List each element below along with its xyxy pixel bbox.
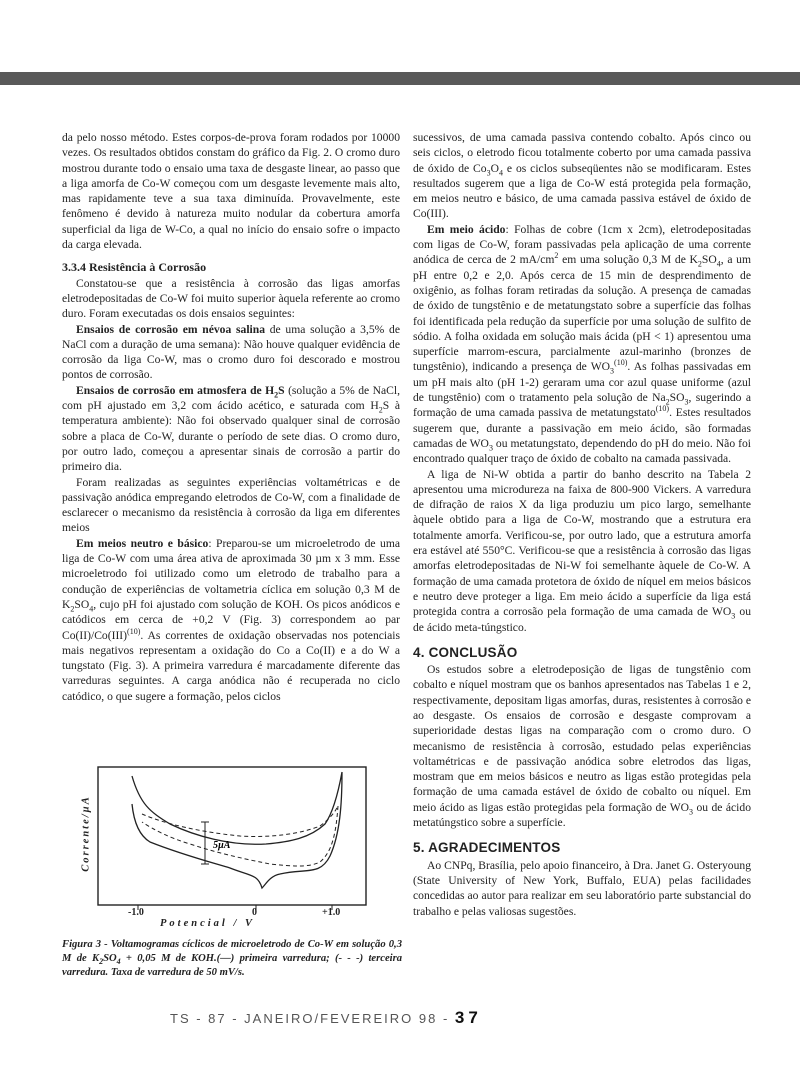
subscript: 4: [498, 167, 503, 177]
paragraph: [62, 536, 400, 704]
subscript: 3: [684, 397, 689, 407]
paragraph-text: em uma solução 0,3 M de K: [558, 253, 698, 267]
section-heading-conclusion: 4. CONCLUSÃO: [413, 644, 518, 660]
run-in-heading: Ensaios de corrosão em névoa salina: [76, 322, 266, 336]
run-in-heading: [76, 383, 285, 400]
paragraph-text: SO: [701, 253, 717, 267]
paragraph-text: ou metatungstato, dependendo do pH do meio. Não foi encontrado qualquer traço de óxido de cobalto na camada passivada.: [413, 436, 751, 466]
y-axis-label-text: Corrente/µA: [80, 795, 92, 872]
paragraph-text: . As correntes de oxidação observadas nos potenciais mais negativos representam a oxidação do Co a Co(II) e a do W a tungstato (Fig. 3). A primeira varredura é marcadamente diferente das varreduras seguintes. A carga anódica não é recuperada no ciclo catódico, o que sugere a formação, pelos ciclos: [62, 628, 400, 703]
right-column: [413, 130, 751, 919]
paragraph: Ao CNPq, Brasília, pelo apoio financeiro, à Dra. Janet G. Osteryoung (State University of New York, Buffalo, EUA) pelas facilidades concedidas ao autor para realizar em seu laboratório parte substancial do trabalho e pelas valiosas sugestões.: [413, 858, 751, 918]
paragraph-text: . Estes resultados sugerem que, durante a passivação em meio ácido, são formadas camadas de WO: [413, 406, 751, 450]
x-tick-label: -1.0: [128, 907, 144, 918]
subscript: 4: [89, 604, 94, 614]
left-column: [62, 130, 400, 704]
x-tick-label: 0: [252, 907, 257, 918]
paragraph: [413, 467, 751, 635]
page-footer: [170, 1008, 670, 1028]
voltammogram-figure: [70, 764, 370, 930]
figure-caption: [62, 938, 402, 980]
citation: (10): [127, 626, 141, 636]
paragraph-text: ou de ácido meta-túngstico.: [413, 605, 751, 634]
first-scan-curve: [132, 772, 342, 888]
paragraph-text: S à temperatura ambiente): Não foi observado qualquer sinal de corrosão sobre a placa de Co-W, durante o período de sete dias. O cromo duro, por outro lado, começou a apresentar sinais de corrosão a partir do primeiro dia.: [62, 399, 401, 474]
scale-bar-label: 5µA: [213, 840, 231, 851]
paragraph-text: Os estudos sobre a eletrodeposição de ligas de tungstênio com cobalto e níquel mostram que os banhos apresentados nas Tabelas 1 e 2, respectivamente, depositam ligas amorfas, duras, resistentes à corrosão e ao desgaste. Os ensaios de corrosão e desgaste comprovam a superioridade destas ligas na comparação com o cromo duro. O mecanismo de resistência à corrosão, estudado pelas experiências voltamétricas e de passivação anódica sobre eletrodos das ligas, mostram que em meios básicos e neutro as ligas estão protegidas pela formação de uma camada estável de óxido de cobalto ou níquel. Em meio ácido as ligas estão protegidas pela formação de WO: [413, 663, 751, 814]
subscript: 2: [378, 405, 383, 415]
subscript: 2: [697, 259, 702, 269]
citation: (10): [614, 358, 628, 368]
paragraph-text: : Preparou-se um microeletrodo de uma liga de Co-W com uma área ativa de aproximada 30 µm x 3 mm. Esse microeletrodo foi utilizado como um eletrodo de trabalho para a condução de experiências de voltametria cíclica em solução 0,3 M de K: [62, 536, 400, 611]
paragraph-text: e os ciclos subseqüentes não se modificaram. Estes resultados sugerem que a liga de Co-W está protegida pela formação, em meios neutro e básico, de uma camada passiva estável de óxido de Co(III).: [413, 161, 751, 221]
paragraph-text: de uma solução a 3,5% de NaCl com a duração de uma semana): Não houve qualquer evidência de corrosão da liga Co-W, mas o cromo duro foi descorado e mostrou pontos de corrosão.: [62, 322, 400, 382]
paragraph: [62, 322, 400, 383]
paragraph-text: O: [490, 161, 499, 175]
section-heading: 3.3.4 Resistência à Corrosão: [62, 260, 207, 275]
paragraph: da pelo nosso método. Estes corpos-de-prova foram rodados por 10000 vezes. Os resultados obtidos constam do gráfico da Fig. 2. O cromo duro mostrou durante todo o ensaio uma taxa de desgaste linear, ao passo que a liga amorfa de Co-W começou com um desgaste levemente mais alto, mas rapidamente teve a sua taxa diminuída. Provavelmente, este fenômeno é devido à natureza muito nodular da cobertura amorfa superficial da liga de W-Co, a qual no início do ensaio sofre o impacto da carga elevada.: [62, 131, 400, 252]
header-bar: [0, 72, 800, 85]
paragraph: [413, 130, 751, 222]
subscript: 3: [731, 611, 736, 621]
superscript: 2: [554, 251, 559, 261]
paragraph-text: A liga de Ni-W obtida a partir do banho descrito na Tabela 2 apresentou uma microdureza na faixa de 800-900 Vickers. A varredura de difração de raios X da liga produziu um pico largo, semelhante àquele obtido para a liga de Co-W, mostrando que a estrutura era totalmente amorfa. Verificou-se, por outro lado, que a estrutura amorfa era estável até 550°C. Verificou-se que a resistência à corrosão das ligas amorfas eletrodepositadas de Ni-W foi semelhante àquele de Co-W. A formação de uma camada protetora de óxido de níquel em meios básicos e neutro deve proteger a liga. Em meio ácido a superfície da liga está protegida contra a corrosão pela formação de uma camada de WO: [413, 467, 751, 619]
paragraph-text: sucessivos, de uma camada passiva contendo cobalto. Após cinco ou seis ciclos, o eletrodo ficou totalmente coberto por uma camada passiva de óxido de Co: [413, 131, 751, 175]
x-axis-label: Potencial / V: [160, 918, 255, 929]
subscript: 3: [610, 366, 615, 376]
subscript: 3: [689, 807, 694, 817]
section-heading-acknowledgements: 5. AGRADECIMENTOS: [413, 840, 561, 856]
paragraph: Constatou-se que a resistência à corrosão das ligas amorfas eletrodepositadas de Co-W foi muito superior àquela referente ao cromo duro. Foram executadas os dois ensaios seguintes:: [62, 276, 400, 321]
plot-frame: [98, 767, 366, 905]
subscript: 4: [716, 259, 721, 269]
caption-text: Figura 3 - Voltamogramas cíclicos de microeletrodo de Co-W em solução 0,3 M de K: [62, 939, 402, 964]
paragraph-text: , a um pH entre 0,2 e 2,0. Após cerca de 15 min de desprendimento de oxigênio, as folhas foram retiradas da solução. A presença de camadas de óxido de tungstênio e de metatungstato sobre a superfície das folhas foi identificada pela redução da superfície por uma solução de sulfito de sódio. A folha oxidada em solução mais ácida (pH < 1) apresentou uma superfície marrom-escura, parcialmente azul-marinho (bronzes de tungstênio), indicando a presença de WO: [413, 253, 751, 374]
subscript: 4: [116, 957, 121, 967]
paragraph-text: . As folhas passivadas em um pH mais alto (pH 1-2) geraram uma cor azul quase uniforme (azul de tungstênio) com o tratamento pela solução de Na: [413, 360, 751, 405]
y-axis-label: [76, 780, 90, 890]
run-in-heading-text: S: [278, 383, 285, 397]
paragraph-text: SO: [669, 391, 685, 405]
third-scan-curve: [142, 806, 338, 866]
subscript: 3: [486, 167, 491, 177]
paragraph: [413, 662, 751, 830]
page-number: 37: [454, 1008, 482, 1027]
x-tick-label: +1.0: [322, 907, 341, 918]
paragraph-text: (solução a 5% de NaCl, com pH ajustado em 3,2 com ácido acético, e saturada com H: [62, 383, 401, 413]
subscript: 2: [70, 604, 75, 614]
run-in-heading-text: Ensaios de corrosão em atmosfera de H: [76, 383, 275, 397]
paragraph-text: , sugerindo a formação de uma camada passiva de metatungstato: [413, 391, 751, 420]
paragraph: [413, 222, 751, 467]
paragraph-text: SO: [74, 597, 90, 611]
paragraph-text: , cujo pH foi ajustado com solução de KOH. Os picos anódicos e catódicos em cerca de +0,2 V (Fig. 3) correspondem ao par Co(II)/Co(III): [62, 597, 400, 642]
paragraph: Foram realizadas as seguintes experiências voltamétricas e de passivação anódica empregando eletrodos de Co-W, com a finalidade de esclarecer o mecanismo da resistência à corrosão da liga em diferentes meios: [62, 475, 400, 535]
paragraph: [62, 383, 400, 475]
caption-text: SO: [103, 953, 117, 964]
subscript: 2: [274, 390, 279, 400]
run-in-heading: Em meios neutro e básico: [76, 536, 209, 550]
subscript: 2: [99, 957, 104, 967]
citation: (10): [655, 404, 670, 414]
paragraph-text: ou de ácido metatúngstico sobre a superfície.: [413, 800, 751, 830]
caption-text: + 0,05 M de KOH.(—) primeira varredura; (- - -) terceira varredura. Taxa de varredura de 50 mV/s.: [62, 953, 403, 978]
subscript: 2: [665, 397, 670, 407]
run-in-heading: Em meio ácido: [427, 222, 506, 236]
footer-text: TS - 87 - JANEIRO/FEVEREIRO 98 -: [170, 1011, 450, 1026]
paragraph-text: : Folhas de cobre (1cm x 2cm), eletrodepositadas com ligas de Co-W, foram passivadas pela aplicação de uma corrente anódica de cerca de 2 mA/cm: [413, 222, 751, 267]
subscript: 3: [488, 443, 493, 453]
